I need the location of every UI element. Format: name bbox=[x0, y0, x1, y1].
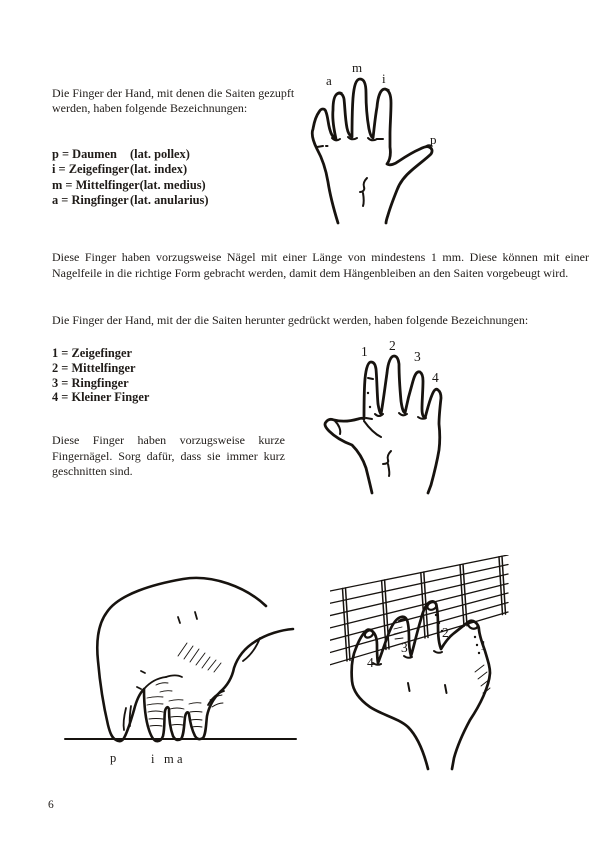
short-nails-paragraph: Diese Finger haben vorzugsweise kurze Fingernägel. Sorg dafür, dass sie immer kurz geschnitten sind. bbox=[52, 433, 285, 479]
definition-row bbox=[52, 193, 208, 208]
latin-name: (lat. medius) bbox=[139, 177, 206, 192]
pluck-finger-list bbox=[52, 147, 208, 209]
hand-label-i: i bbox=[382, 71, 386, 86]
finger-number: 2 = Mittelfinger bbox=[52, 360, 136, 375]
latin-name: (lat. anularius) bbox=[130, 193, 209, 208]
fretting-technique-figure bbox=[330, 555, 560, 775]
plucking-hand-illustration bbox=[60, 560, 305, 775]
pluck-label-m: m bbox=[164, 752, 174, 766]
finger-abbreviation: m = Mittelfinger bbox=[52, 177, 140, 192]
fret-label-3: 3 bbox=[401, 640, 408, 655]
finger-abbreviation: a = Ringfinger bbox=[52, 193, 129, 208]
hand-label-1: 1 bbox=[361, 344, 368, 359]
fret-label-2: 2 bbox=[442, 625, 449, 640]
hand-label-3: 3 bbox=[414, 349, 421, 364]
pluck-label-p: p bbox=[110, 751, 117, 765]
finger-abbreviation: p = Daumen bbox=[52, 147, 117, 161]
pluck-label-i: i bbox=[151, 752, 155, 766]
definition-row bbox=[52, 361, 149, 376]
left-hand-figure bbox=[315, 335, 490, 500]
right-hand-figure bbox=[300, 50, 490, 240]
fret-intro-paragraph: Die Finger der Hand, mit der die Saiten herunter gedrückt werden, haben folgende Bezeichnungen: bbox=[52, 313, 529, 327]
plucking-technique-figure bbox=[60, 560, 305, 775]
finger-number: 1 = Zeigefinger bbox=[52, 346, 133, 360]
definition-row bbox=[52, 147, 208, 162]
hand-label-4: 4 bbox=[432, 370, 439, 385]
definition-row bbox=[52, 376, 149, 391]
definition-row bbox=[52, 346, 149, 361]
page-number: 6 bbox=[48, 799, 54, 811]
definition-row bbox=[52, 162, 208, 177]
nail-length-paragraph: Diese Finger haben vorzugsweise Nägel mit einer Länge von mindestens 1 mm. Diese können mit einer Nagelfeile in die richtige Form gebracht werden, damit dem Hängenbleiben an den Saiten vorgebeugt wird. bbox=[52, 250, 589, 280]
latin-name: (lat. pollex) bbox=[130, 147, 190, 161]
pluck-intro-paragraph: Die Finger der Hand, mit denen die Saiten gezupft werden, haben folgende Bezeichnungen: bbox=[52, 86, 295, 115]
left-hand-illustration bbox=[315, 335, 490, 500]
hand-label-p: p bbox=[430, 132, 437, 147]
hand-label-a: a bbox=[326, 73, 332, 88]
definition-row bbox=[52, 390, 149, 405]
hand-label-2: 2 bbox=[389, 338, 396, 353]
fret-label-4: 4 bbox=[367, 655, 374, 670]
finger-abbreviation: i = Zeigefinger bbox=[52, 162, 130, 177]
hand-label-m: m bbox=[352, 60, 363, 75]
definition-row bbox=[52, 178, 208, 193]
finger-number: 3 = Ringfinger bbox=[52, 375, 129, 390]
fretting-hand-illustration bbox=[330, 555, 560, 775]
latin-name: (lat. index) bbox=[130, 162, 188, 177]
pluck-label-a: a bbox=[177, 752, 183, 766]
fret-finger-list bbox=[52, 346, 149, 405]
finger-number: 4 = Kleiner Finger bbox=[52, 390, 150, 405]
fret-label-1: 1 bbox=[480, 638, 487, 653]
